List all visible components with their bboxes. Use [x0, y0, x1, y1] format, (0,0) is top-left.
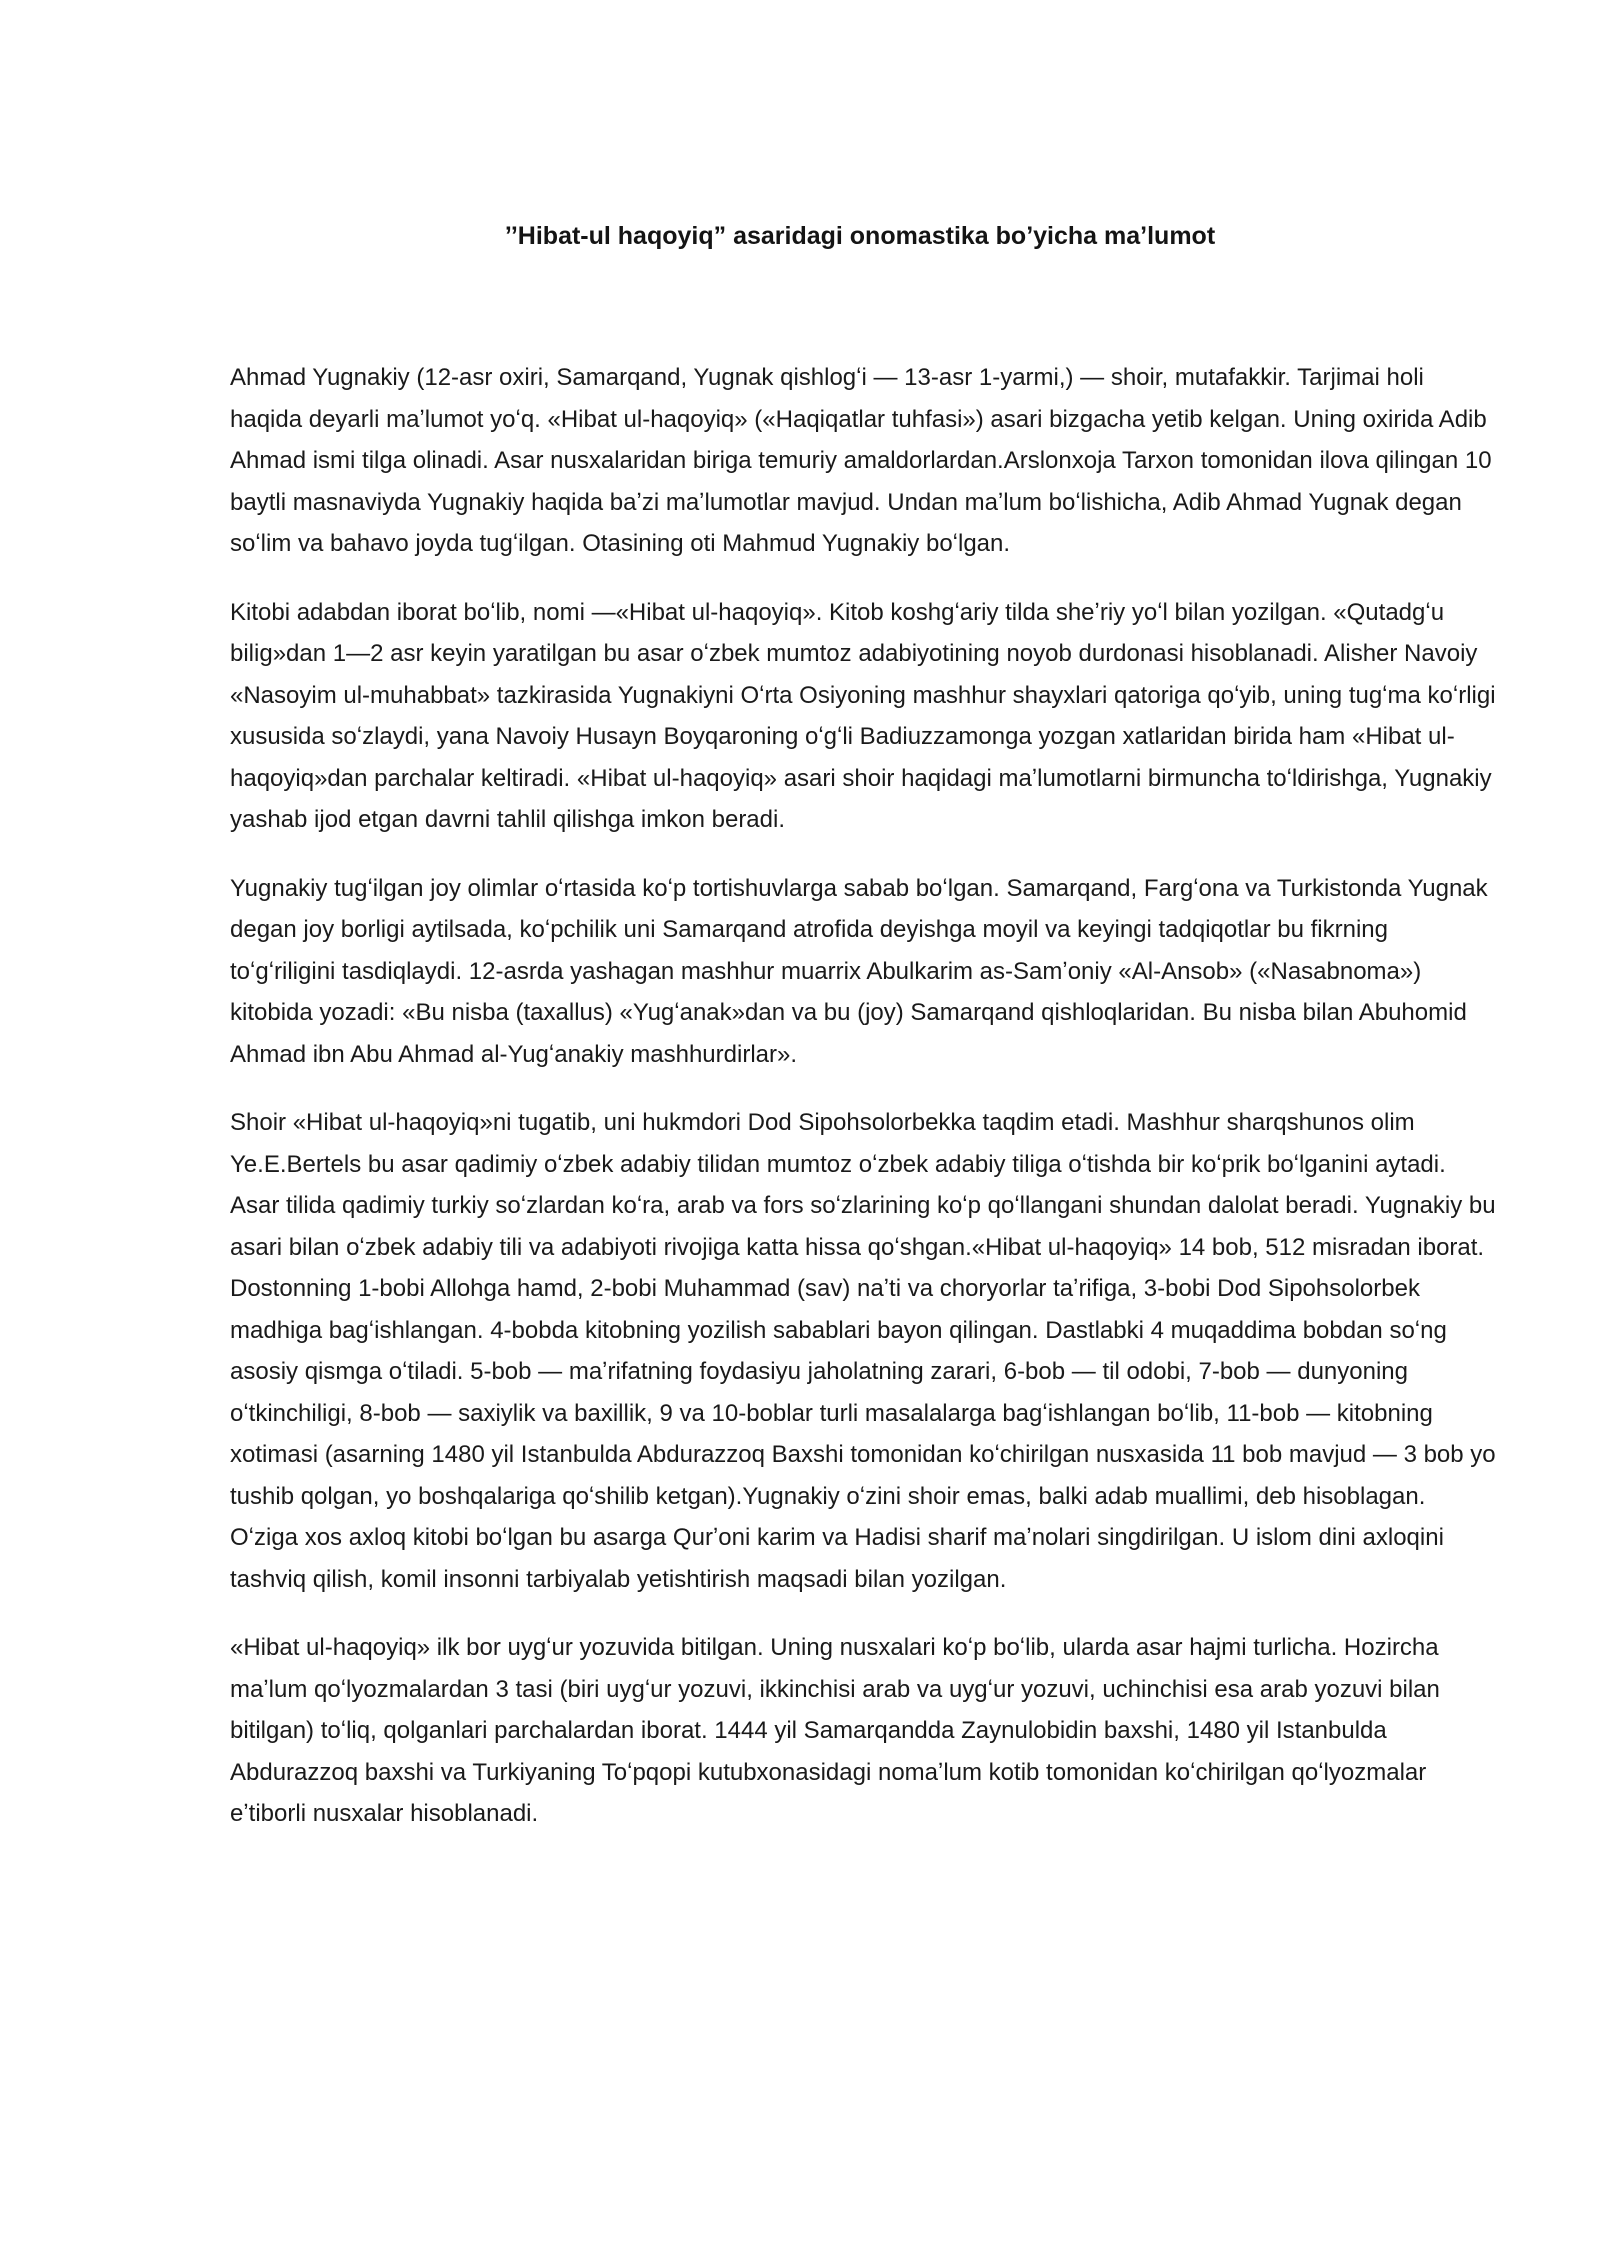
document-body	[230, 357, 1500, 1862]
paragraph-5: «Hibat ul-haqoyiq» ilk bor uygʻur yozuvida bitilgan. Uning nusxalari koʻp boʻlib, ularda asar hajmi turlicha. Hozircha maʼlum qoʻlyozmalardan 3 tasi (biri uygʻur yozuvi, ikkinchisi arab va uygʻur yozuvi, uchinchisi esa arab yozuvi bilan bitilgan) toʻliq, qolganlari parchalardan iborat. 1444 yil Samarqandda Zaynulobidin baxshi, 1480 yil Istanbulda Abdurazzoq baxshi va Turkiyaning Toʻpqopi kutubxonasidagi nomaʼlum kotib tomonidan koʻchirilgan qoʻlyozmalar eʼtiborli nusxalar hisoblanadi.	[230, 1634, 1440, 1827]
paragraph-2: Kitobi adabdan iborat boʻlib, nomi —«Hibat ul-haqoyiq». Kitob koshgʻariy tilda sheʼriy yoʻl bilan yozilgan. «Qutadgʻu bilig»dan 1—2 asr keyin yaratilgan bu asar oʻzbek mumtoz adabiyotining noyob durdonasi hisoblanadi. Alisher Navoiy «Nasoyim ul-muhabbat» tazkirasida Yugnakiyni Oʻrta Osiyoning mashhur shayxlari qatoriga qoʻyib, uning tugʻma koʻrligi xususida soʻzlaydi, yana Navoiy Husayn Boyqaroning oʻgʻli Badiuzzamonga yozgan xatlaridan birida ham «Hibat ul-haqoyiq»dan parchalar keltiradi. «Hibat ul-haqoyiq» asari shoir haqidagi maʼlumotlarni birmuncha toʻldirishga, Yugnakiy yashab ijod etgan davrni tahlil qilishga imkon beradi.	[230, 598, 1496, 833]
paragraph-4: Shoir «Hibat ul-haqoyiq»ni tugatib, uni hukmdori Dod Sipohsolorbekka taqdim etadi. Mashhur sharqshunos olim Ye.E.Bertels bu asar qadimiy oʻzbek adabiy tilidan mumtoz oʻzbek adabiy tiliga oʻtishda bir koʻprik boʻlganini aytadi. Asar tilida qadimiy turkiy soʻzlardan koʻra, arab va fors soʻzlarining koʻp qoʻllangani shundan dalolat beradi. Yugnakiy bu asari bilan oʻzbek adabiy tili va adabiyoti rivojiga katta hissa qoʻshgan.«Hibat ul-haqoyiq» 14 bob, 512 misradan iborat. Dostonning 1-bobi Allohga hamd, 2-bobi Muhammad (sav) naʼti va choryorlar taʼrifiga, 3-bobi Dod Sipohsolorbek madhiga bagʻishlangan. 4-bobda kitobning yozilish sabablari bayon qilingan. Dastlabki 4 muqaddima bobdan soʻng asosiy qismga oʻtiladi. 5-bob — maʼrifatning foydasiyu jaholatning zarari, 6-bob — til odobi, 7-bob — dunyoning oʻtkinchiligi, 8-bob — saxiylik va baxillik, 9 va 10-boblar turli masalalarga bagʻishlangan boʻlib, 11-bob — kitobning xotimasi (asarning 1480 yil Istanbulda Abdurazzoq Baxshi tomonidan koʻchirilgan nusxasida 11 bob mavjud — 3 bob yo tushib qolgan, yo boshqalariga qoʻshilib ketgan).Yugnakiy oʻzini shoir emas, balki adab muallimi, deb hisoblagan. Oʻziga xos axloq kitobi boʻlgan bu asarga Qurʼoni karim va Hadisi sharif maʼnolari singdirilgan. U islom dini axloqini tashviq qilish, komil insonni tarbiyalab yetishtirish maqsadi bilan yozilgan.	[230, 1109, 1496, 1593]
document-title: ’’Hibat-ul haqoyiq” asaridagi onomastika bo’yicha ma’lumot	[504, 222, 1216, 250]
paragraph-3: Yugnakiy tugʻilgan joy olimlar oʻrtasida koʻp tortishuvlarga sabab boʻlgan. Samarqand, Fargʻona va Turkistonda Yugnak degan joy borligi aytilsada, koʻpchilik uni Samarqand atrofida deyishga moyil va keyingi tadqiqotlar bu fikrning toʻgʻriligini tasdiqlaydi. 12-asrda yashagan mashhur muarrix Abulkarim as-Samʼoniy «Al-Ansob» («Nasabnoma») kitobida yozadi: «Bu nisba (taxallus) «Yugʻanak»dan va bu (joy) Samarqand qishloqlaridan. Bu nisba bilan Abuhomid Ahmad ibn Abu Ahmad al-Yugʻanakiy mashhurdirlar».	[230, 874, 1488, 1068]
paragraph-1: Ahmad Yugnakiy (12-asr oxiri, Samarqand, Yugnak qishlogʻi — 13-asr 1-yarmi,) — shoir, mutafakkir. Tarjimai holi haqida deyarli maʼlumot yoʻq. «Hibat ul-haqoyiq» («Haqiqatlar tuhfasi») asari bizgacha yetib kelgan. Uning oxirida Adib Ahmad ismi tilga olinadi. Asar nusxalaridan biriga temuriy amaldorlardan.Arslonxoja Tarxon tomonidan ilova qilingan 10 baytli masnaviyda Yugnakiy haqida baʼzi maʼlumotlar mavjud. Undan maʼlum boʻlishicha, Adib Ahmad Yugnak degan soʻlim va bahavo joyda tugʻilgan. Otasining oti Mahmud Yugnakiy boʻlgan.	[230, 364, 1492, 557]
